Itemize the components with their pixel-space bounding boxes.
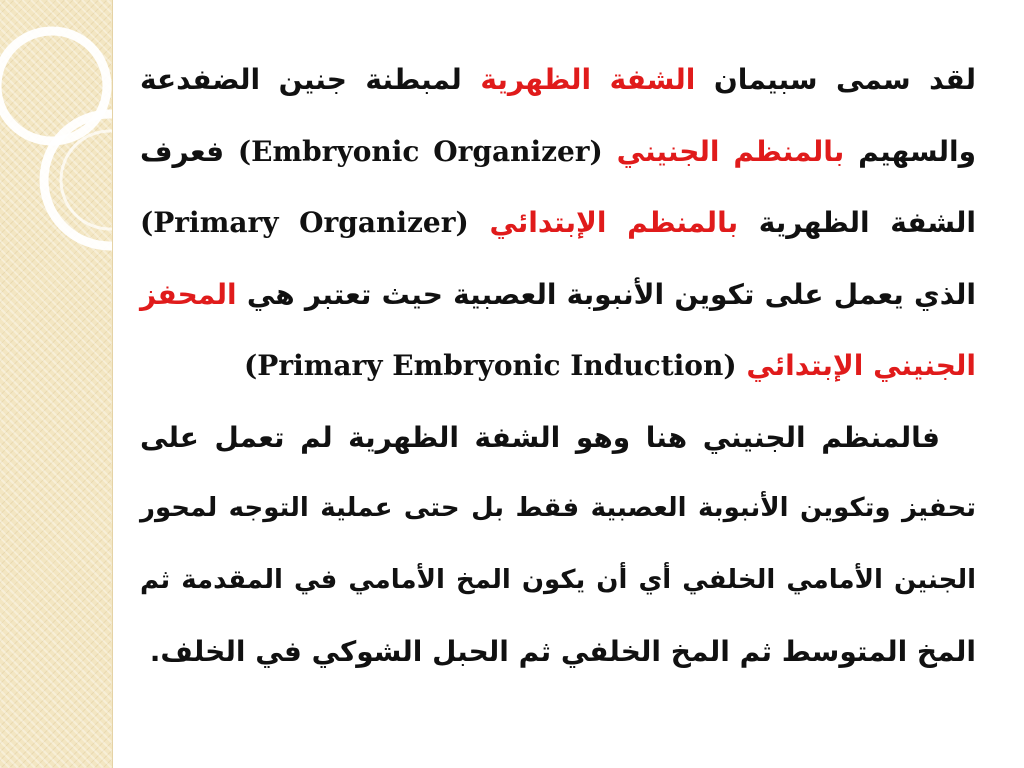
text-line: والسهيم بالمنظم الجنيني (Embryonic Organizer) فعرف [140,134,976,168]
text-line: المخ المتوسط ثم المخ الخلفي ثم الحبل الشوكي في الخلف. [149,635,976,668]
text-line: الجنين الأمامي الخلفي أي أن يكون المخ الأمامي في المقدمة ثم [140,564,976,595]
text-line: الذي يعمل على تكوين الأنبوبة العصبية حيث تعتبر هي المحفز [140,277,976,311]
text-line: الجنيني الإبتدائي (Primary Embryonic Induction) [244,349,976,382]
text-line: الشفة الظهرية بالمنظم الإبتدائي (Primary Organizer) [140,206,976,239]
decorative-side-panel [0,0,113,768]
text-line: لقد سمى سبيمان الشفة الظهرية لمبطنة جنين الضفدعة [140,63,977,96]
slide-body-text [140,44,976,688]
text-line: تحفيز وتكوين الأنبوبة العصبية فقط بل حتى عملية التوجه لمحور [140,493,976,523]
decorative-rings [0,0,112,768]
text-line: فالمنظم الجنيني هنا وهو الشفة الظهرية لم تعمل على [140,420,940,454]
